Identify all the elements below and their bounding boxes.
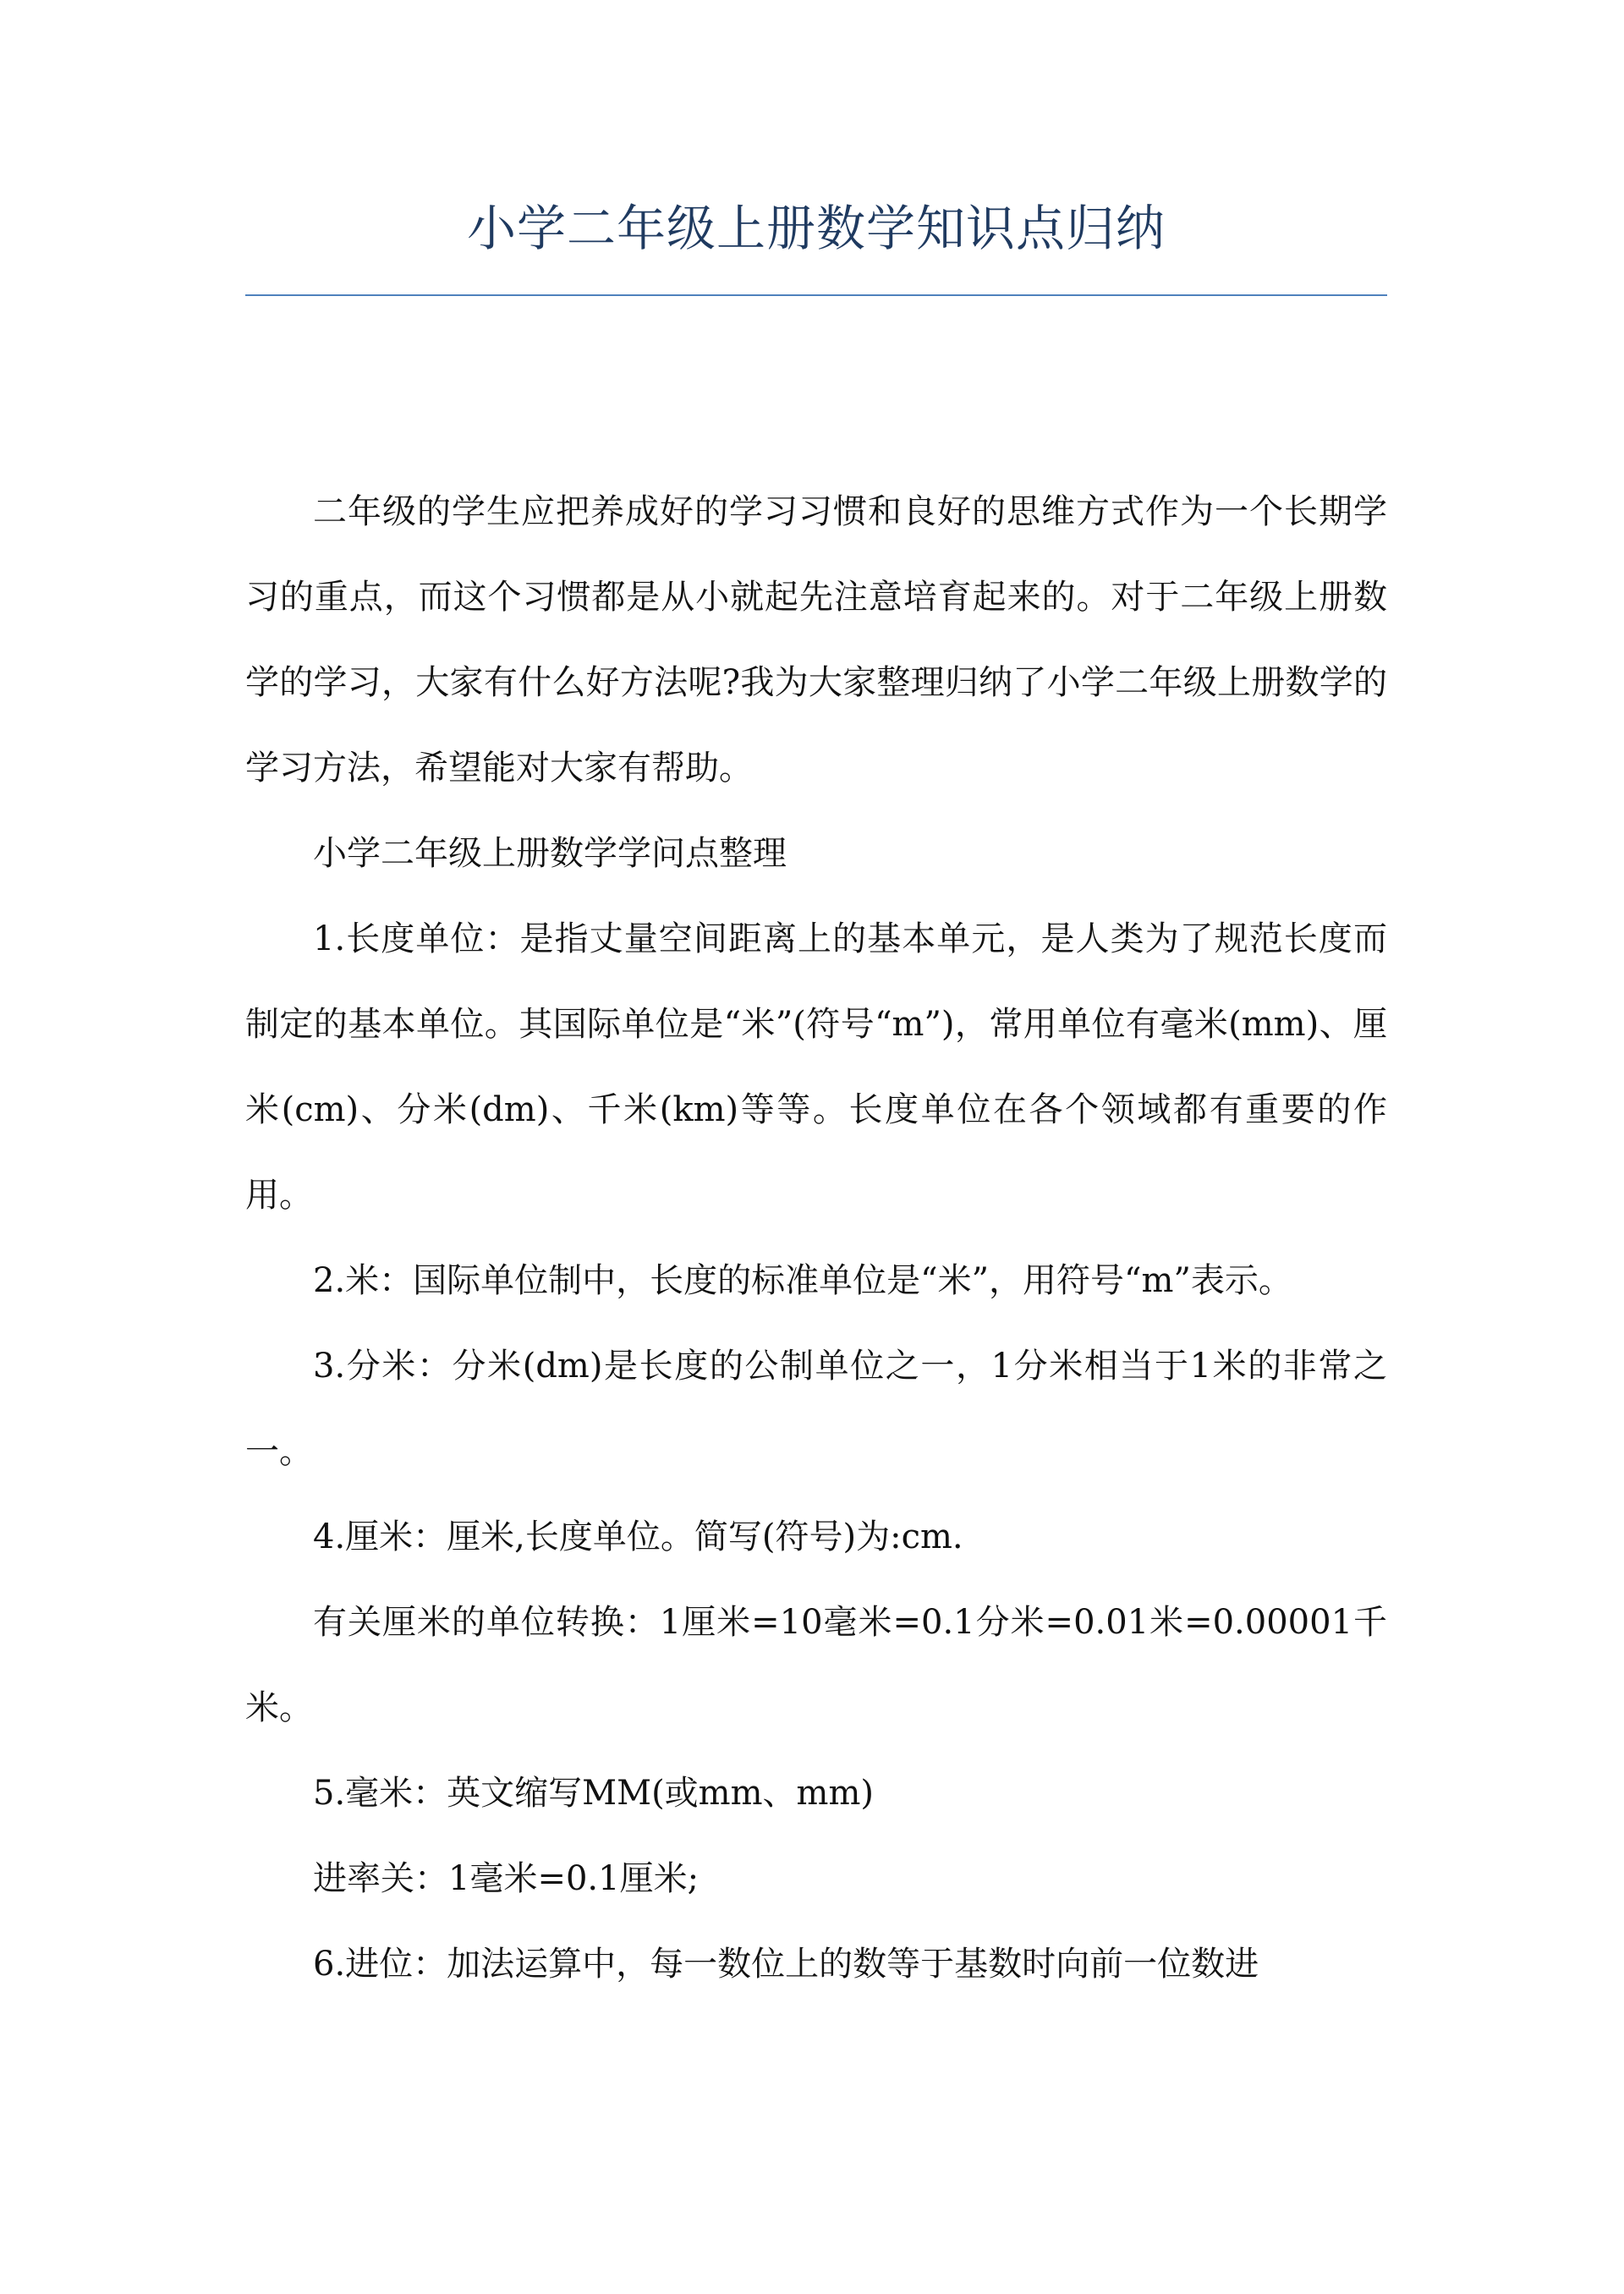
item-decimeter: 3.分米：分米(dm)是长度的公制单位之一，1分米相当于1米的非常之一。 (245, 1347, 1387, 1471)
item-centimeter: 4.厘米：厘米,长度单位。简写(符号)为:cm. (313, 1517, 963, 1556)
document-body (245, 469, 1387, 2007)
centimeter-conversion: 有关厘米的单位转换：1厘米=10毫米=0.1分米=0.01米=0.00001千米。 (245, 1603, 1387, 1727)
title-divider (245, 294, 1387, 296)
intro-paragraph: 二年级的学生应把养成好的学习习惯和良好的思维方式作为一个长期学习的重点，而这个习惯都是从小就起先注意培育起来的。对于二年级上册数学的学习，大家有什么好方法呢?我为大家整理归纳了小学二年级上册数学的学习方法，希望能对大家有帮助。 (245, 492, 1387, 788)
section-heading: 小学二年级上册数学学问点整理 (313, 834, 787, 873)
item-meter: 2.米：国际单位制中，长度的标准单位是“米”，用符号“m”表示。 (313, 1261, 1292, 1300)
item-millimeter: 5.毫米：英文缩写MM(或mm、mm) (313, 1774, 875, 1813)
item-length-unit: 1.长度单位：是指丈量空间距离上的基本单元，是人类为了规范长度而制定的基本单位。其国际单位是“米”(符号“m”)，常用单位有毫米(mm)、厘米(cm)、分米(dm)、千米(km)等等。长度单位在各个领域都有重要的作用。 (245, 919, 1387, 1215)
millimeter-conversion: 进率关：1毫米=0.1厘米; (313, 1859, 700, 1898)
item-carry: 6.进位：加法运算中，每一数位上的数等于基数时向前一位数进 (313, 1945, 1259, 1984)
document-title: 小学二年级上册数学知识点归纳 (466, 200, 1166, 257)
